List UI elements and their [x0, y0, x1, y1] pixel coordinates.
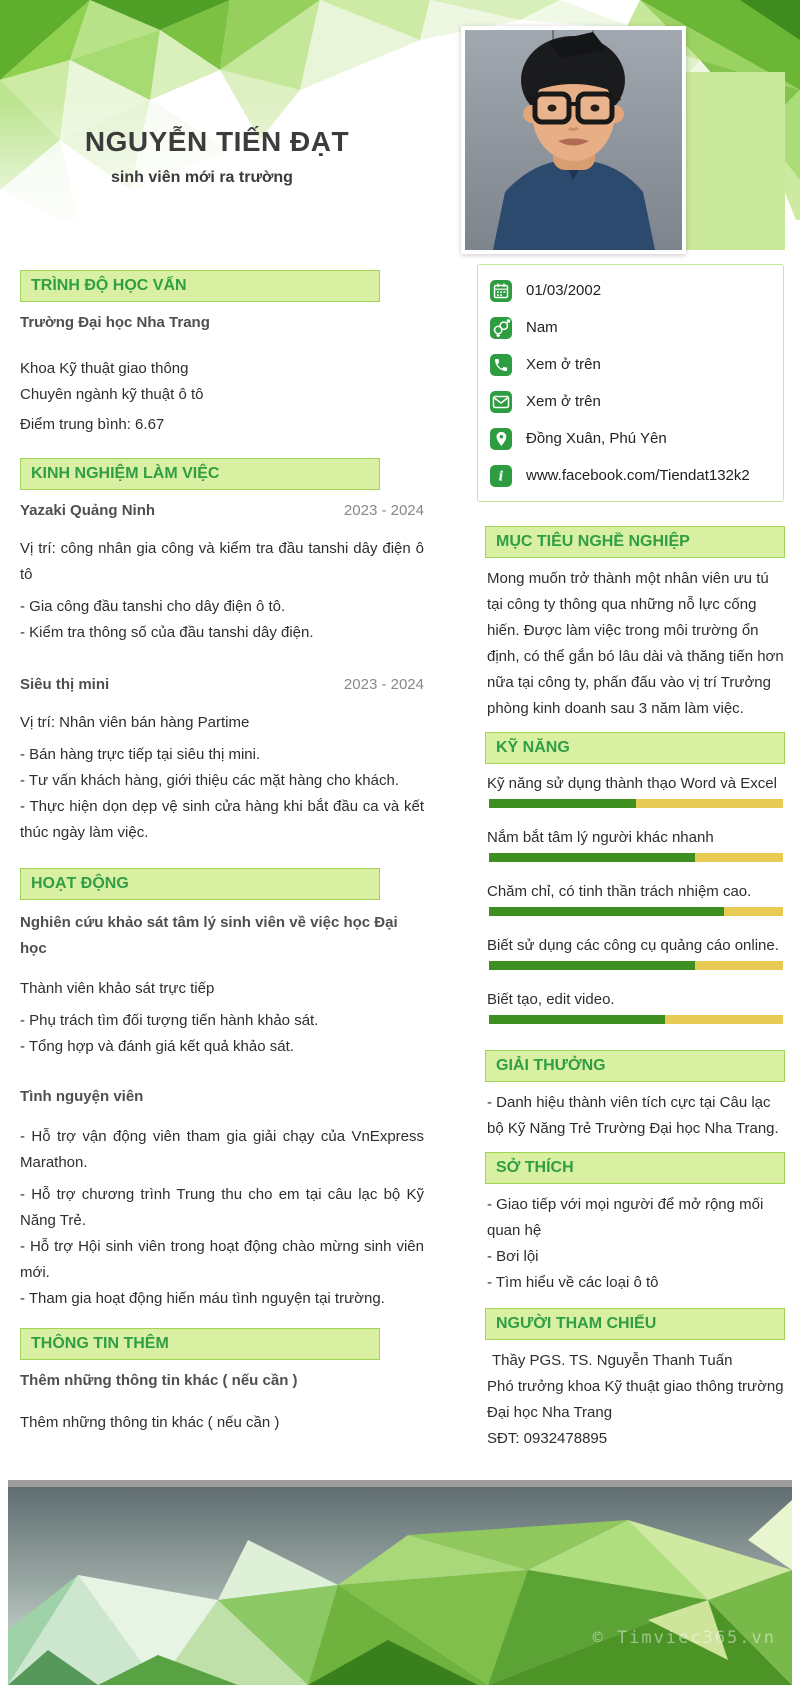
reference-phone: SĐT: 0932478895	[487, 1430, 608, 1447]
job-bullet: - Kiểm tra thông số của đầu tanshi dây điện.	[20, 624, 314, 641]
section-title-hobbies: SỞ THÍCH	[485, 1152, 785, 1184]
section-title-skills: KỸ NĂNG	[485, 732, 785, 764]
birthdate-value: 01/03/2002	[526, 282, 602, 299]
email-icon	[490, 391, 512, 413]
job-bullet: - Tư vấn khách hàng, giới thiệu các mặt hàng cho khách.	[20, 772, 399, 789]
job-company: Yazaki Quảng Ninh	[20, 502, 156, 519]
objective-text: Mong muốn trở thành một nhân viên ưu tú tại công ty thông qua những nỗ lực cống hiến. Được làm việc trong môi trường ổn định, có thể gắn bó lâu dài và thăng tiến hơn nữa tại công ty, phấn đấu vào vị trí Trưởng phòng kinh doanh sau 3 năm làm việc.	[487, 570, 784, 717]
svg-text:i: i	[498, 469, 504, 484]
activity-bullet: - Tham gia hoạt động hiến máu tình nguyện tại trường.	[20, 1290, 385, 1307]
job-header	[20, 672, 424, 698]
reference-name: Thầy PGS. TS. Nguyễn Thanh Tuấn	[492, 1352, 733, 1369]
job-bullet: - Gia công đầu tanshi cho dây điện ô tô.	[20, 598, 286, 615]
section-title-activities: HOẠT ĐỘNG	[20, 868, 380, 900]
award-item: - Danh hiệu thành viên tích cực tại Câu lạc bộ Kỹ Năng Trẻ Trường Đại học Nha Trang.	[487, 1094, 779, 1137]
activity-bullet: - Hỗ trợ vận động viên tham gia giải chạy của VnExpress Marathon.	[20, 1128, 424, 1171]
section-title-additional-info: THÔNG TIN THÊM	[20, 1328, 380, 1360]
footer-polygon-art	[8, 1480, 792, 1685]
footer	[8, 1480, 792, 1685]
section-title-objective: MỤC TIÊU NGHỀ NGHIỆP	[485, 526, 785, 558]
left-column	[20, 250, 424, 1436]
right-column	[477, 250, 785, 1452]
calendar-icon	[490, 280, 512, 302]
phone-value: Xem ở trên	[526, 356, 601, 373]
job-position: Vị trí: Nhân viên bán hàng Partime	[20, 714, 250, 731]
hobby-item: - Giao tiếp với mọi người để mở rộng mối quan hệ	[487, 1196, 764, 1239]
contact-row	[490, 420, 771, 457]
job-period: 2023 - 2024	[343, 502, 424, 519]
skill-label: Biết tạo, edit video.	[487, 991, 615, 1008]
additional-text: Thêm những thông tin khác ( nếu cần )	[20, 1414, 280, 1431]
section-title-awards: GIẢI THƯỞNG	[485, 1050, 785, 1082]
contact-row	[490, 457, 771, 494]
education-gpa: Điểm trung bình: 6.67	[20, 416, 165, 433]
job-position: Vị trí: công nhân gia công và kiểm tra đầu tanshi dây điện ô tô	[20, 540, 424, 583]
subtitle: sinh viên mới ra trường	[111, 169, 293, 186]
contact-row	[490, 346, 771, 383]
activity-role: Thành viên khảo sát trực tiếp	[20, 980, 215, 997]
activity-bullet: - Hỗ trợ chương trình Trung thu cho em tại câu lạc bộ Kỹ Năng Trẻ.	[20, 1186, 424, 1229]
location-icon	[490, 428, 512, 450]
education-major: Chuyên ngành kỹ thuật ô tô	[20, 386, 204, 403]
location-value: Đồng Xuân, Phú Yên	[526, 430, 667, 447]
skill-bar	[489, 1015, 783, 1024]
activity-bullet: - Tổng hợp và đánh giá kết quả khảo sát.	[20, 1038, 294, 1055]
job-header	[20, 498, 424, 524]
job-bullet: - Bán hàng trực tiếp tại siêu thị mini.	[20, 746, 261, 763]
portrait-avatar	[465, 30, 682, 250]
job-period: 2023 - 2024	[343, 676, 424, 693]
contact-row	[490, 272, 771, 309]
info-icon	[490, 465, 512, 487]
reference-role: Phó trưởng khoa Kỹ thuật giao thông trường Đại học Nha Trang	[487, 1378, 784, 1421]
header	[0, 0, 800, 250]
contact-row	[490, 309, 771, 346]
hobby-item: - Bơi lội	[487, 1248, 539, 1265]
skill-bar	[489, 961, 783, 970]
skill-bar	[489, 799, 783, 808]
education-school: Trường Đại học Nha Trang	[20, 314, 210, 331]
job-bullet: - Thực hiện dọn dẹp vệ sinh cửa hàng khi bắt đầu ca và kết thúc ngày làm việc.	[20, 798, 424, 841]
watermark: © Timviec365.vn	[592, 1628, 776, 1648]
skill-bar	[489, 853, 783, 862]
section-title-references: NGƯỜI THAM CHIẾU	[485, 1308, 785, 1340]
email-value: Xem ở trên	[526, 393, 601, 410]
additional-heading: Thêm những thông tin khác ( nếu cần )	[20, 1372, 298, 1389]
activity-bullet: - Phụ trách tìm đối tượng tiến hành khảo sát.	[20, 1012, 319, 1029]
skill-label: Chăm chỉ, có tinh thần trách nhiệm cao.	[487, 883, 752, 900]
contact-row	[490, 383, 771, 420]
education-faculty: Khoa Kỹ thuật giao thông	[20, 360, 189, 377]
job-company: Siêu thị mini	[20, 676, 110, 693]
gender-icon	[490, 317, 512, 339]
contact-card	[477, 264, 784, 502]
activity-bullet: - Hỗ trợ Hội sinh viên trong hoạt động chào mừng sinh viên mới.	[20, 1238, 424, 1281]
hobby-item: - Tìm hiểu về các loại ô tô	[487, 1274, 659, 1291]
activity-heading: Tình nguyện viên	[20, 1088, 144, 1105]
facebook-link[interactable]: www.facebook.com/Tiendat132k2	[526, 467, 750, 484]
profile-photo	[461, 26, 686, 254]
activity-heading: Nghiên cứu khảo sát tâm lý sinh viên về việc học Đại học	[20, 914, 398, 957]
skill-label: Biết sử dụng các công cụ quảng cáo online.	[487, 937, 779, 954]
skill-label: Nắm bắt tâm lý người khác nhanh	[487, 829, 714, 846]
phone-icon	[490, 354, 512, 376]
name: NGUYỄN TIẾN ĐẠT	[84, 126, 350, 157]
skill-bar	[489, 907, 783, 916]
section-title-experience: KINH NGHIỆM LÀM VIỆC	[20, 458, 380, 490]
gender-value: Nam	[526, 319, 558, 336]
section-title-education: TRÌNH ĐỘ HỌC VẤN	[20, 270, 380, 302]
skill-label: Kỹ năng sử dụng thành thạo Word và Excel	[487, 775, 777, 792]
